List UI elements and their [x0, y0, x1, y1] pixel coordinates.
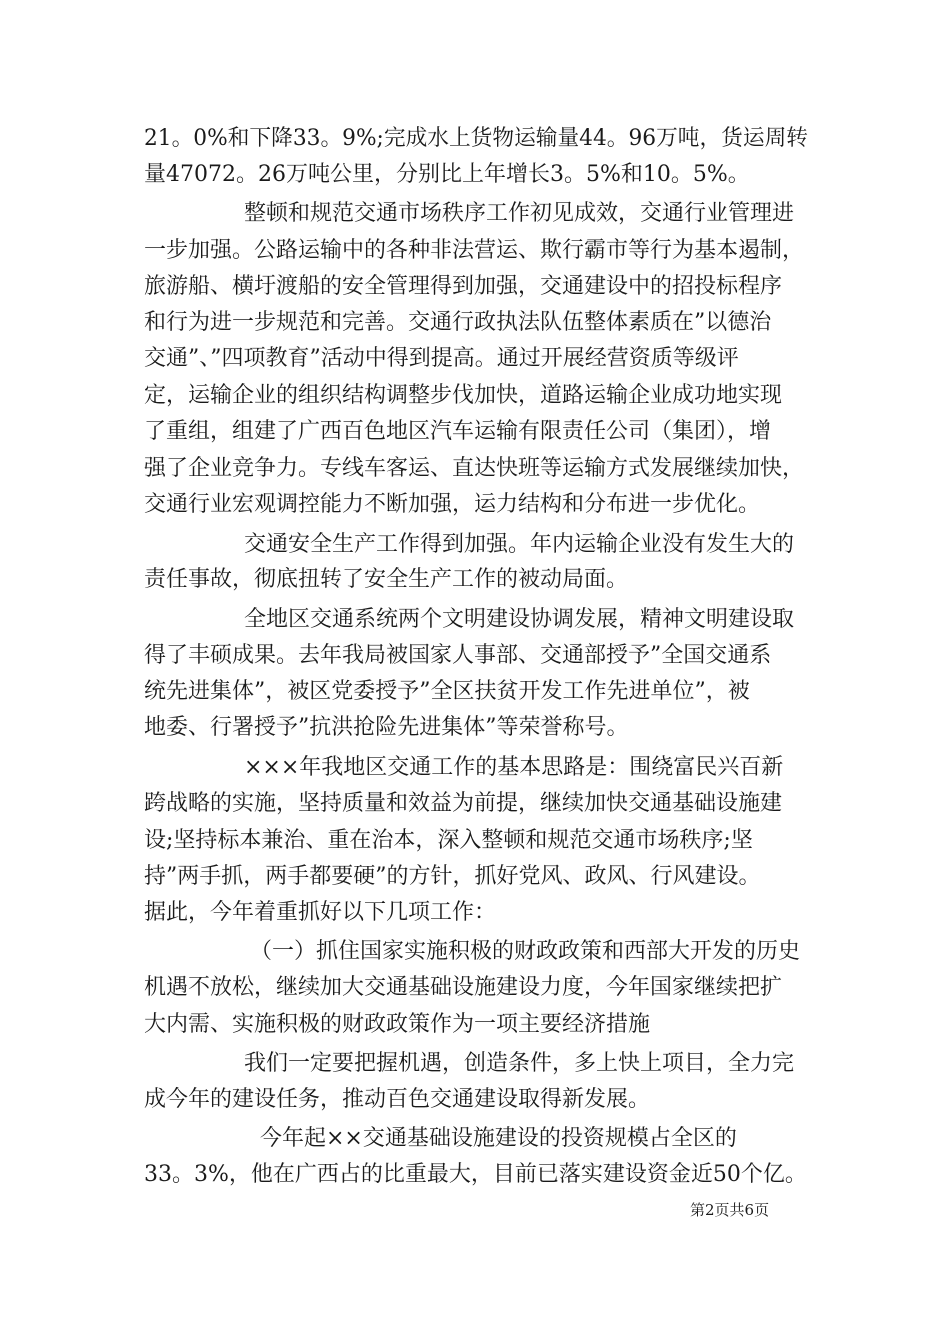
text-line: 整顿和规范交通市场秩序工作初见成效，交通行业管理进	[244, 201, 795, 226]
text-line: 责任事故，彻底扭转了安全生产工作的被动局面。	[144, 567, 629, 592]
text-line: 一步加强。公路运输中的各种非法营运、欺行霸市等行为基本遏制，	[144, 238, 805, 263]
text-line: 全地区交通系统两个文明建设协调发展，精神文明建设取	[244, 607, 795, 632]
text-line: 强了企业竞争力。专线车客运、直达快班等运输方式发展继续加快，	[144, 456, 805, 481]
text-line: ×××年我地区交通工作的基本思路是：围绕富民兴百新	[244, 755, 784, 780]
text-line: 交通行业宏观调控能力不断加强，运力结构和分布进一步优化。	[144, 492, 761, 517]
text-line: 定，运输企业的组织结构调整步伐加快，道路运输企业成功地实现	[144, 383, 783, 408]
text-line: 设;坚持标本兼治、重在治本，深入整顿和规范交通市场秩序;坚	[144, 828, 753, 853]
text-line: （一）抓住国家实施积极的财政政策和西部大开发的历史	[250, 939, 801, 964]
text-line: 和行为进一步规范和完善。交通行政执法队伍整体素质在”以德治	[144, 310, 772, 335]
text-line: 旅游船、横圩渡船的安全管理得到加强，交通建设中的招投标程序	[144, 274, 783, 299]
text-line: 跨战略的实施，坚持质量和效益为前提，继续加快交通基础设施建	[144, 791, 783, 816]
text-line: 统先进集体”，被区党委授予”全区扶贫开发工作先进单位”，被	[144, 679, 750, 704]
text-line: 交通”、”四项教育”活动中得到提高。通过开展经营资质等级评	[144, 346, 739, 371]
text-line: 33。3%，他在广西占的比重最大，目前已落实建设资金近50个亿。	[144, 1162, 807, 1187]
text-line: 21。0%和下降33。9%;完成水上货物运输量44。96万吨，货运周转	[144, 126, 808, 151]
text-line: 我们一定要把握机遇，创造条件，多上快上项目，全力完	[244, 1051, 795, 1076]
text-line: 今年起××交通基础设施建设的投资规模占全区的	[260, 1126, 737, 1151]
text-line: 机遇不放松，继续加大交通基础设施建设力度，今年国家继续把扩	[144, 975, 783, 1000]
text-line: 得了丰硕成果。去年我局被国家人事部、交通部授予”全国交通系	[144, 643, 772, 668]
text-line: 交通安全生产工作得到加强。年内运输企业没有发生大的	[244, 532, 795, 557]
text-line: 地委、行署授予”抗洪抢险先进集体”等荣誉称号。	[144, 715, 629, 740]
page-number: 第2页共6页	[690, 1201, 770, 1219]
text-line: 大内需、实施积极的财政政策作为一项主要经济措施	[144, 1012, 651, 1037]
text-line: 持”两手抓，两手都要硬”的方针，抓好党风、政风、行风建设。	[144, 864, 761, 889]
text-line: 据此，今年着重抓好以下几项工作：	[144, 900, 497, 925]
text-line: 成今年的建设任务，推动百色交通建设取得新发展。	[144, 1087, 651, 1112]
text-line: 了重组，组建了广西百色地区汽车运输有限责任公司（集团），增	[144, 419, 772, 444]
text-line: 量47072。26万吨公里，分别比上年增长3。5%和10。5%。	[144, 162, 750, 187]
